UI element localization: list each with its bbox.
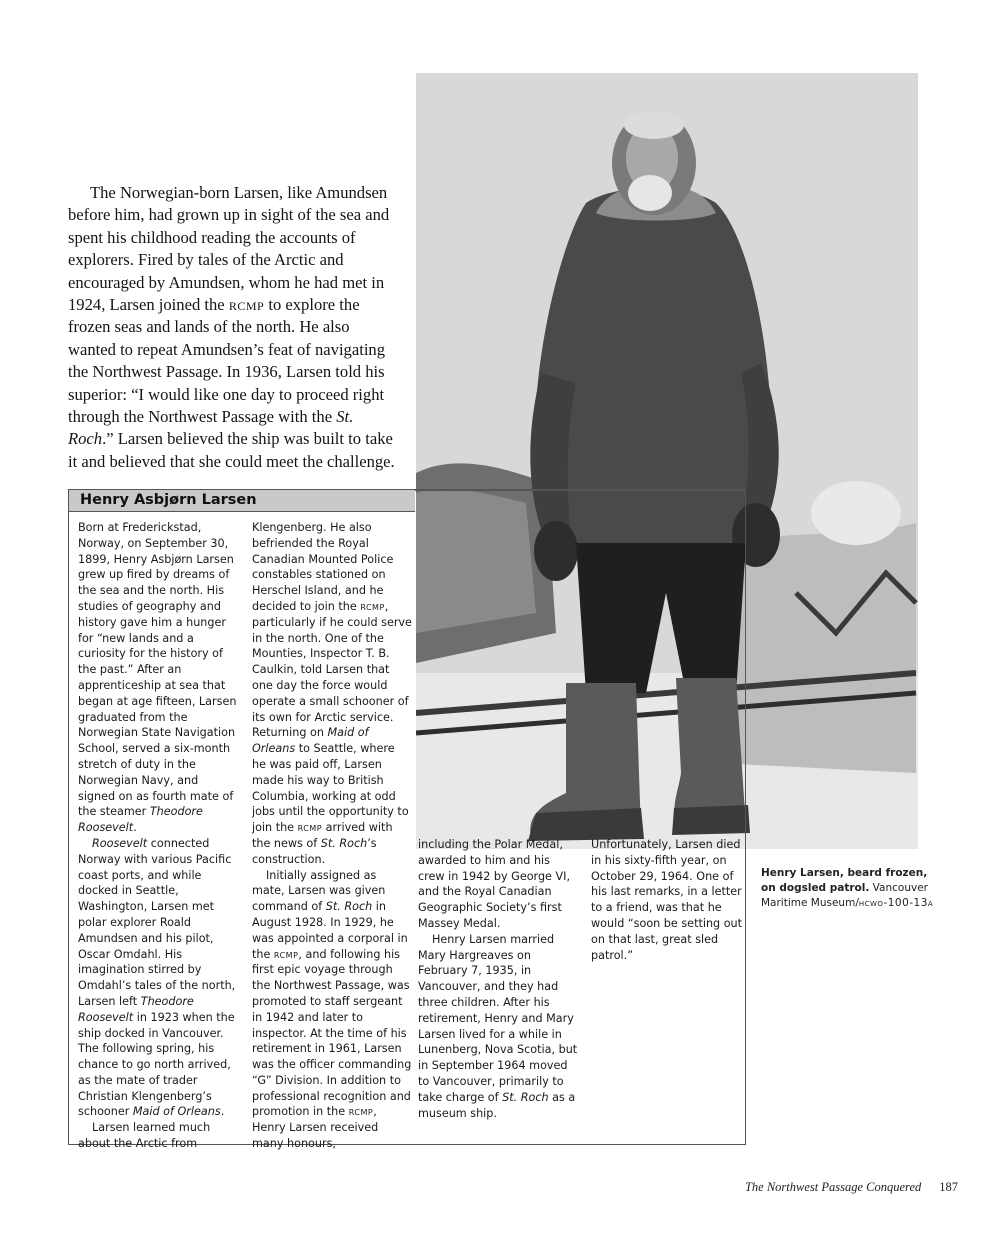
ship-name: Theodore Roosevelt — [78, 805, 203, 835]
ship-name: Maid of Orleans — [132, 1105, 221, 1119]
text-run: Larsen learned much about the Arctic from — [78, 1121, 211, 1151]
ship-name: St. Roch — [502, 1090, 549, 1104]
sidebar-paragraph — [591, 837, 751, 963]
rcmp-abbr: rcmp — [348, 1105, 374, 1119]
text-run: Klengenberg. He also befriended the Royal Canadian Mounted Police constables stationed on Herschel Island, and he decided to join the — [252, 521, 394, 613]
text-run: . — [133, 821, 137, 835]
sidebar-column-2 — [252, 520, 412, 1152]
page-number: 187 — [939, 1180, 958, 1194]
sidebar-paragraph — [252, 868, 412, 1152]
rcmp-abbr: rcmp — [228, 295, 265, 315]
sidebar-paragraph — [78, 1120, 238, 1152]
rcmp-abbr: rcmp — [360, 599, 385, 613]
ship-name: Maid of Orleans — [252, 726, 369, 756]
photo-caption — [761, 866, 941, 911]
sidebar-top-rule — [415, 490, 746, 491]
sidebar-title: Henry Asbjørn Larsen — [80, 492, 257, 508]
text-run: as a museum ship. — [418, 1090, 576, 1120]
text-run: connected Norway with various Pacific coast ports, and while docked in Seattle, Washington, Larsen met polar explorer Roald Amundsen and his pilot, Oscar Omdahl. His imagination stirred by Omdahl’s tales of the north, Larsen left — [78, 836, 236, 1008]
text-run: Henry Larsen married Mary Hargreaves on February 7, 1935, in Vancouver, and they had three children. After his retirement, Henry and Mary Larsen lived for a while in Lunenberg, Nova Scotia, but in September 1964 moved to Vancouver, primarily to take charge of — [418, 932, 578, 1104]
sidebar-paragraph — [418, 932, 578, 1122]
text-run: including the Polar Medal, awarded to him and his crew in 1942 by George VI, and the Royal Canadian Geographic Society’s first Massey Medal. — [418, 838, 571, 930]
ship-name: St. Roch — [68, 407, 354, 449]
text-run: Born at Frederickstad, Norway, on September 30, 1899, Henry Asbjørn Larsen grew up fired by dreams of the sea and the north. His studies of geography and history gave him a hunger for “new lands and a curiosity for the history of the past.” After an apprenticeship at sea that began at age fifteen, Larsen graduated from the Norwegian State Navigation School, served a six-month stretch of duty in the Norwegian Navy, and signed on as fourth mate of the steamer — [78, 521, 237, 819]
ship-name: Roosevelt — [92, 836, 148, 850]
text-run: Initially assigned as mate, Larsen was given command of — [252, 868, 386, 914]
text-run: , particularly if he could serve in the north. One of the Mounties, Inspector T. B. Caulkin, told Larsen that one day the force would operate a small schooner of its own for Arctic service. Returning on — [252, 599, 412, 740]
caption-title: Henry Larsen, beard frozen, on dogsled patrol. — [761, 867, 928, 894]
page-footer — [745, 1180, 958, 1195]
sidebar-paragraph — [252, 520, 412, 868]
intro-text-part: The Norwegian-born Larsen, like Amundsen before him, had grown up in sight of the sea and spent his childhood reading the accounts of explorers. Fired by tales of the Arctic and encouraged by Amundsen, whom he had met in 1924, Larsen joined the — [68, 183, 390, 315]
text-run: Unfortunately, Larsen died in his sixty-fifth year, on October 29, 1964. One of his last remarks, in a letter to a friend, was that he would “soon be setting out on that last, great sled patrol.” — [591, 838, 743, 962]
intro-paragraph — [68, 182, 400, 473]
sidebar-column-1 — [78, 520, 238, 1152]
sidebar-header — [69, 490, 415, 512]
text-run: , Henry Larsen received many honours, — [252, 1105, 379, 1151]
ship-name: St. Roch — [325, 900, 373, 914]
intro-text — [68, 182, 400, 473]
rcmp-abbr: rcmp — [297, 821, 323, 835]
caption-credit: Vancouver Maritime Museum/ — [761, 882, 928, 909]
text-run: in August 1928. In 1929, he was appointed a corporal in the — [252, 900, 408, 961]
text-run: ’s construction. — [252, 836, 377, 866]
ship-name: Theodore Roosevelt — [78, 994, 194, 1024]
sidebar-column-4 — [591, 837, 751, 963]
text-run: in 1923 when the ship docked in Vancouver. The following spring, his chance to go north arrived, as the mate of trader Christian Klengenberg’s schooner — [78, 1010, 235, 1119]
intro-text-part: .” Larsen believed the ship was built to take it and believed that she could meet the challenge. — [68, 429, 395, 471]
rcmp-abbr: rcmp — [273, 947, 299, 961]
sidebar-paragraph — [78, 836, 238, 1120]
biography-sidebar — [68, 489, 746, 1151]
running-title: The Northwest Passage Conquered — [744, 1180, 922, 1194]
ship-name: St. Roch — [320, 836, 368, 850]
sidebar-paragraph — [418, 837, 578, 932]
text-run: , and following his first epic voyage through the Northwest Passage, was promoted to staff sergeant in 1942 and later to inspector. At the time of his retirement in 1961, Larsen was the officer commanding “G” Division. In addition to professional recognition and promotion in the — [252, 947, 412, 1119]
text-run: . — [220, 1105, 225, 1119]
caption-code: hcwo-100-13a — [858, 897, 934, 909]
sidebar-paragraph — [78, 520, 238, 836]
text-run: arrived with the news of — [252, 821, 393, 850]
text-run: to Seattle, where he was paid off, Larsen made his way to British Columbia, working at odd jobs until the opportunity to join the — [252, 742, 409, 835]
intro-text-part: to explore the frozen seas and lands of the north. He also wanted to repeat Amundsen’s feat of navigating the Northwest Passage. In 1936, Larsen told his superior: “I would like one day to proceed right through the Northwest Passage with the — [68, 295, 386, 427]
sidebar-column-3 — [418, 837, 578, 1121]
